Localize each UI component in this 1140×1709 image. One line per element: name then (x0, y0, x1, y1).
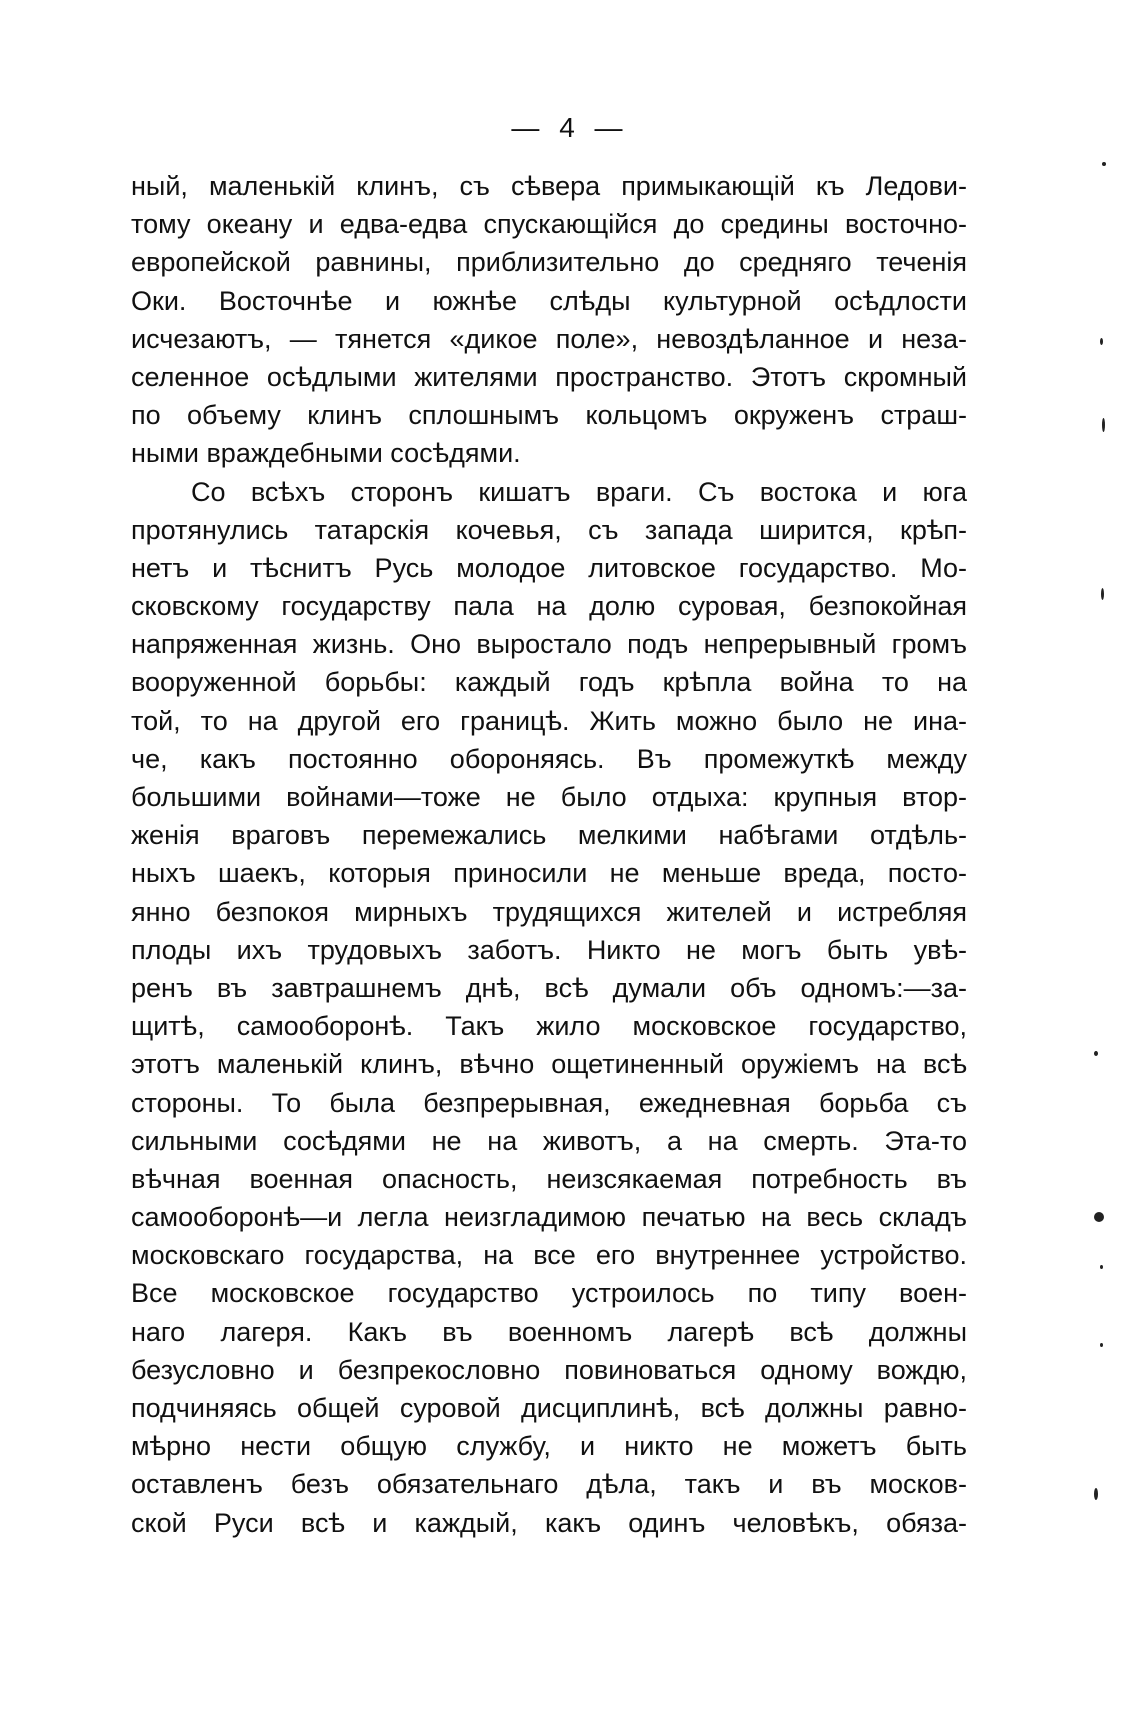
text-line: Оки. Восточнѣе и южнѣе слѣды культурной осѣдлости (131, 285, 967, 316)
text-line: этотъ маленькій клинъ, вѣчно ощетиненный оружіемъ на всѣ (131, 1049, 967, 1080)
text-line: селенное осѣдлыми жителями пространство. Этотъ скромный (131, 361, 967, 392)
text-line: оставленъ безъ обязательнаго дѣла, такъ и въ москов- (131, 1469, 967, 1500)
text-line: сильными сосѣдями не на животъ, а на смерть. Эта-то (131, 1125, 967, 1156)
scan-speck (1101, 588, 1104, 600)
text-line: самооборонѣ—и легла неизгладимою печатью на весь складъ (131, 1202, 967, 1233)
text-line: той, то на другой его границѣ. Жить можно было не ина- (131, 705, 967, 736)
scan-speck (1094, 1051, 1098, 1056)
text-line: подчиняясь общей суровой дисциплинѣ, всѣ должны равно- (131, 1393, 967, 1423)
text-line: московскаго государства, на все его внутреннее устройство. (131, 1240, 967, 1271)
scan-speck (1100, 338, 1103, 345)
text-line: протянулись татарскія кочевья, съ запада ширится, крѣп- (131, 514, 967, 545)
text-line: наго лагеря. Какъ въ военномъ лагерѣ всѣ должны (131, 1316, 967, 1347)
text-line: безусловно и безпрекословно повиноваться одному вождю, (131, 1354, 967, 1385)
text-line: стороны. То была безпрерывная, ежедневная борьба съ (131, 1087, 967, 1118)
text-line: щитѣ, самооборонѣ. Такъ жило московское государство, (131, 1011, 967, 1042)
paragraph-1 (131, 167, 967, 473)
text-line: большими войнами—тоже не было отдыха: крупныя втор- (131, 782, 967, 812)
scan-specks (1080, 0, 1140, 1709)
text-line: сковскому государству пала на долю суровая, безпокойная (131, 591, 967, 622)
scan-speck (1100, 1343, 1103, 1347)
text-line: ской Руси всѣ и каждый, какъ одинъ человѣкъ, обяза- (131, 1507, 967, 1538)
text-line: исчезаютъ, — тянется «дикое поле», невоздѣланное и неза- (131, 323, 967, 354)
text-line: янно безпокоя мирныхъ трудящихся жителей и истребляя (131, 896, 967, 927)
scan-speck (1102, 162, 1106, 166)
text-line: тому океану и едва-едва спускающійся до средины восточно- (131, 209, 967, 240)
text-line: Все московское государство устроилось по типу воен- (131, 1278, 967, 1309)
text-line: европейской равнины, приблизительно до средняго теченія (131, 247, 967, 278)
text-line: че, какъ постоянно обороняясь. Въ промежуткѣ между (131, 743, 967, 774)
text-line: мѣрно нести общую службу, и никто не можетъ быть (131, 1431, 967, 1462)
text-line: плоды ихъ трудовыхъ заботъ. Никто не могъ быть увѣ- (131, 934, 967, 965)
text-line: нетъ и тѣснитъ Русь молодое литовское государство. Мо- (131, 552, 967, 583)
text-line: Со всѣхъ сторонъ кишатъ враги. Съ востока и юга (191, 476, 967, 507)
text-line: ными враждебными сосѣдями. (131, 438, 521, 469)
text-line: ренъ въ завтрашнемъ днѣ, всѣ думали объ одномъ:—за- (131, 972, 967, 1003)
text-line: женія враговъ перемежались мелкими набѣгами отдѣль- (131, 820, 967, 851)
scan-speck (1100, 1265, 1103, 1269)
scan-speck (1102, 418, 1105, 432)
text-line: вооруженной борьбы: каждый годъ крѣпла война то на (131, 667, 967, 698)
paragraph-2 (131, 473, 967, 1542)
text-line: ный, маленькій клинъ, съ сѣвера примыкающій къ Ледови- (131, 171, 967, 201)
text-line: вѣчная военная опасность, неизсякаемая потребность въ (131, 1163, 967, 1194)
page-number: — 4 — (511, 112, 629, 143)
scan-speck (1094, 1488, 1098, 1500)
text-line: ныхъ шаекъ, которыя приносили не меньше вреда, посто- (131, 858, 967, 889)
body-text (131, 167, 967, 1542)
scan-speck (1094, 1212, 1104, 1222)
text-line: по объему клинъ сплошнымъ кольцомъ окруженъ страш- (131, 400, 967, 431)
text-line: напряженная жизнь. Оно выростало подъ непрерывный громъ (131, 629, 967, 660)
